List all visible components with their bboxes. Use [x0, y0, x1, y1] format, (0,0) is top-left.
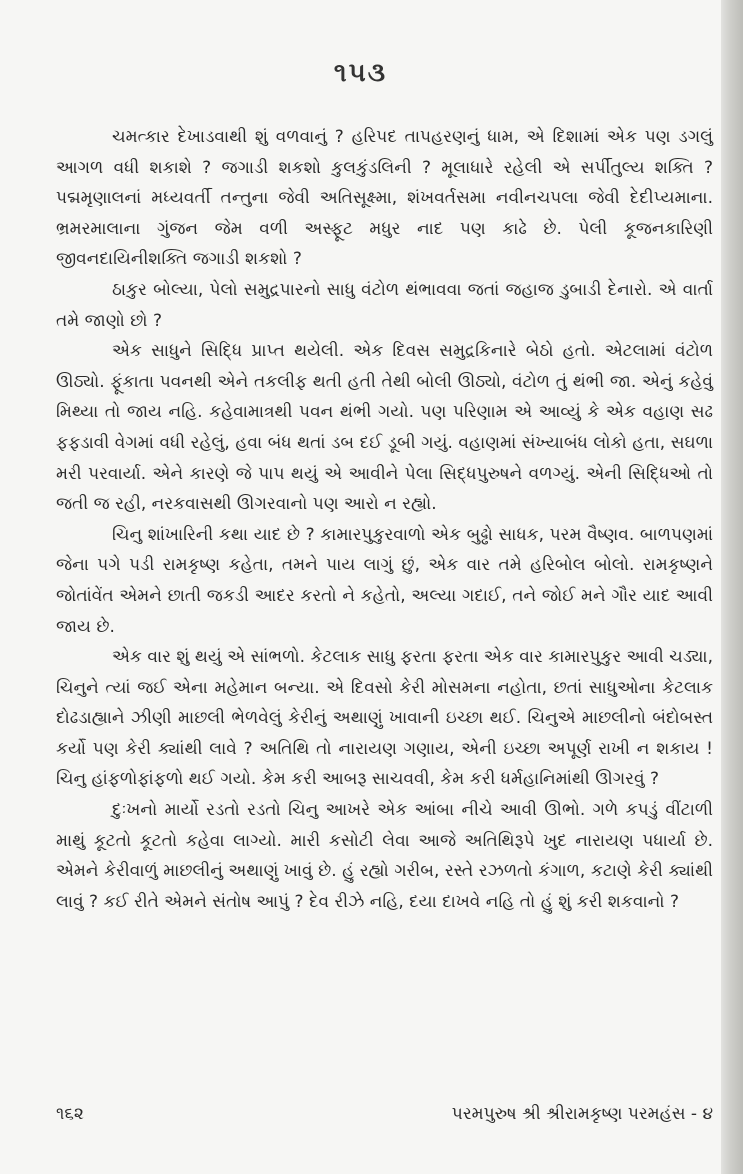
- paragraph-1: ચમત્કાર દેખાડવાથી શું વળવાનું ? હરિપદ તાપહરણનું ધામ, એ દિશામાં એક પણ ડગલું આગળ વધી શકાશે ? જગાડી શકશો કુલકુંડલિની ? મૂલાધારે રહેલી એ સર્પીતુલ્ય શક્તિ ? પદ્મમૃણાલનાં મધ્યવર્તી તન્તુના જેવી અતિસૂક્ષ્મા, શંખવર્તસમા નવીનચપલા જેવી દેદીપ્યમાના. ભ્રમરમાલાના ગુંજન જેમ વળી અસ્ફૂટ મધુર નાદ પણ કાઢે છે. પેલી કૂજનકારિણી જીવનદાયિનીશક્તિ જગાડી શકશો ?: [56, 127, 713, 270]
- body-text: [56, 122, 713, 917]
- page-edge-shadow: [721, 0, 743, 1174]
- footer-page-number: ૧૬૨: [56, 1104, 84, 1124]
- page-number-header: ૧૫૩: [333, 58, 388, 88]
- page-footer: [56, 1104, 713, 1124]
- paragraph-4: ચિનુ શાંખારિની કથા યાદ છે ? કામારપુકુરવાળો એક બુઢ્ઢો સાધક, પરમ વૈષ્ણવ. બાળપણમાં જેના પગે પડી રામકૃષ્ણ કહેતા, તમને પાય લાગું છું, એક વાર તમે હરિબોલ બોલો. રામકૃષ્ણને જોતાંવેંત એમને છાતી જકડી આદર કરતો ને કહેતો, અલ્યા ગદાઈ, તને જોઈ મને ગૌર યાદ આવી જાય છે.: [56, 524, 713, 637]
- paragraph-2: ઠાકુર બોલ્યા, પેલો સમુદ્રપારનો સાધુ વંટોળ થંભાવવા જતાં જહાજ ડુબાડી દેનારો. એ વાર્તા તમે જાણો છો ?: [56, 279, 713, 331]
- footer-book-title: પરમપુરુષ શ્રી શ્રીરામકૃષ્ણ પરમહંસ - ૪: [451, 1104, 713, 1124]
- paragraph-3: એક સાધુને સિદ્ધિ પ્રાપ્ત થયેલી. એક દિવસ સમુદ્રકિનારે બેઠો હતો. એટલામાં વંટોળ ઊઠ્યો. ફૂંકાતા પવનથી એને તકલીફ થતી હતી તેથી બોલી ઊઠ્યો, વંટોળ તું થંભી જા. એનું કહેવું મિથ્યા તો જાય નહિ. કહેવામાત્રથી પવન થંભી ગયો. પણ પરિણામ એ આવ્યું કે એક વહાણ સઢ ફફડાવી વેગમાં વધી રહેલું, હવા બંધ થતાં ડબ દઈ ડૂબી ગયું. વહાણમાં સંખ્યાબંધ લોકો હતા, સઘળા મરી પરવાર્યા. એને કારણે જે પાપ થયું એ આવીને પેલા સિદ્ધપુરુષને વળગ્યું. એની સિદ્ધિઓ તો જતી જ રહી, નરકવાસથી ઊગરવાનો પણ આરો ન રહ્યો.: [56, 341, 713, 515]
- paragraph-5: એક વાર શું થયું એ સાંભળો. કેટલાક સાધુ ફરતા ફરતા એક વાર કામારપુકુર આવી ચડ્યા, ચિનુને ત્યાં જઈ એના મહેમાન બન્યા. એ દિવસો કેરી મોસમના નહોતા, છતાં સાધુઓના કેટલાક દોઢડાહ્યાને ઝીણી માછલી ભેળવેલું કેરીનું અથાણું ખાવાની ઇચ્છા થઈ. ચિનુએ માછલીનો બંદોબસ્ત કર્યો પણ કેરી ક્યાંથી લાવે ? અતિથિ તો નારાયણ ગણાય, એની ઇચ્છા અપૂર્ણ રાખી ન શકાય ! ચિનુ હાંફળોફાંફળો થઈ ગયો. કેમ કરી આબરૂ સાચવવી, કેમ કરી ધર્મહાનિમાંથી ઊગરવું ?: [56, 647, 713, 790]
- paragraph-6: દુઃખનો માર્યો રડતો રડતો ચિનુ આખરે એક આંબા નીચે આવી ઊભો. ગળે કપડું વીંટાળી માથું કૂટતો કૂટતો કહેવા લાગ્યો. મારી કસોટી લેવા આજે અતિથિરૂપે ખુદ નારાયણ પધાર્યા છે. એમને કેરીવાળું માછલીનું અથાણું ખાવું છે. હું રહ્યો ગરીબ, રસ્તે રઝળતો કંગાળ, કટાણે કેરી ક્યાંથી લાવું ? કઈ રીતે એમને સંતોષ આપું ? દેવ રીઝે નહિ, દયા દાખવે નહિ તો હું શું કરી શકવાનો ?: [56, 800, 713, 912]
